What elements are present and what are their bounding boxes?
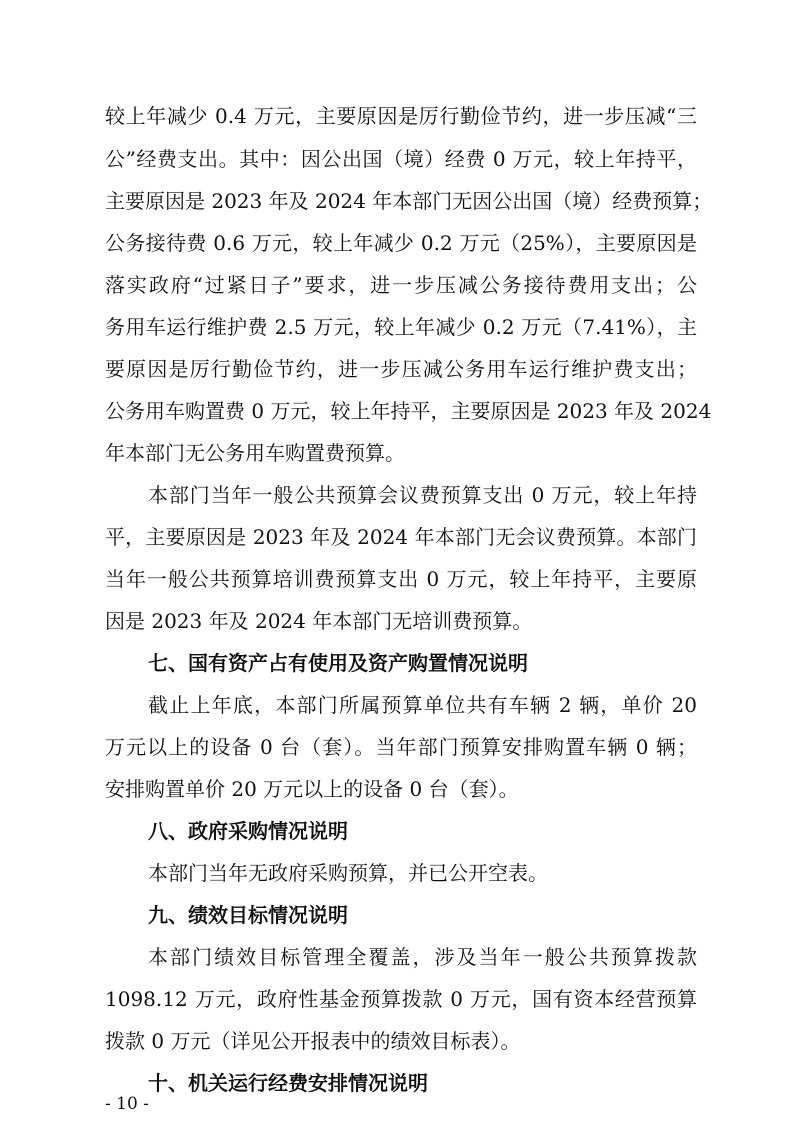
paragraph-line: 因是 2023 年及 2024 年本部门无培训费预算。: [105, 609, 533, 633]
paragraph-line: 年本部门无公务用车购置费预算。: [105, 441, 405, 465]
page-number: - 10 -: [105, 1094, 149, 1114]
paragraph-line: 公务用车购置费 0 万元，较上年持平，主要原因是 2023 年及 2024: [105, 399, 712, 423]
paragraph-line: 要原因是厉行勤俭节约，进一步压减公务用车运行维护费支出；: [105, 357, 697, 381]
paragraph-line: 当年一般公共预算培训费预算支出 0 万元，较上年持平，主要原: [105, 567, 697, 591]
paragraph-line: 较上年减少 0.4 万元，主要原因是厉行勤俭节约，进一步压减“三: [105, 104, 697, 128]
paragraph-line: 落实政府“过紧日子”要求，进一步压减公务接待费用支出；公: [105, 273, 697, 297]
paragraph-line: 本部门绩效目标管理全覆盖，涉及当年一般公共预算拨款: [148, 945, 697, 969]
paragraph-line: 安排购置单价 20 万元以上的设备 0 台（套）。: [105, 777, 519, 801]
paragraph-line: 公务接待费 0.6 万元，较上年减少 0.2 万元（25%），主要原因是: [105, 231, 697, 255]
paragraph-line: 1098.12 万元，政府性基金预算拨款 0 万元，国有资本经营预算: [105, 987, 697, 1011]
paragraph-line: 截止上年底，本部门所属预算单位共有车辆 2 辆，单价 20: [148, 693, 697, 717]
paragraph-line: 本部门当年无政府采购预算，并已公开空表。: [148, 861, 548, 885]
section-heading: 八、政府采购情况说明: [148, 819, 348, 843]
paragraph-line: 主要原因是 2023 年及 2024 年本部门无因公出国（境）经费预算；: [105, 189, 713, 213]
paragraph-line: 平，主要原因是 2023 年及 2024 年本部门无会议费预算。本部门: [105, 525, 697, 549]
section-heading: 七、国有资产占有使用及资产购置情况说明: [148, 651, 528, 675]
section-heading: 九、绩效目标情况说明: [148, 903, 348, 927]
paragraph-line: 拨款 0 万元（详见公开报表中的绩效目标表）。: [105, 1029, 521, 1053]
paragraph-line: 万元以上的设备 0 台（套）。当年部门预算安排购置车辆 0 辆；: [105, 735, 697, 759]
section-heading: 十、机关运行经费安排情况说明: [148, 1071, 428, 1095]
paragraph-line: 本部门当年一般公共预算会议费预算支出 0 万元，较上年持: [148, 483, 697, 507]
paragraph-line: 公”经费支出。其中：因公出国（境）经费 0 万元，较上年持平，: [105, 147, 697, 171]
paragraph-line: 务用车运行维护费 2.5 万元，较上年减少 0.2 万元（7.41%），主: [105, 315, 697, 339]
